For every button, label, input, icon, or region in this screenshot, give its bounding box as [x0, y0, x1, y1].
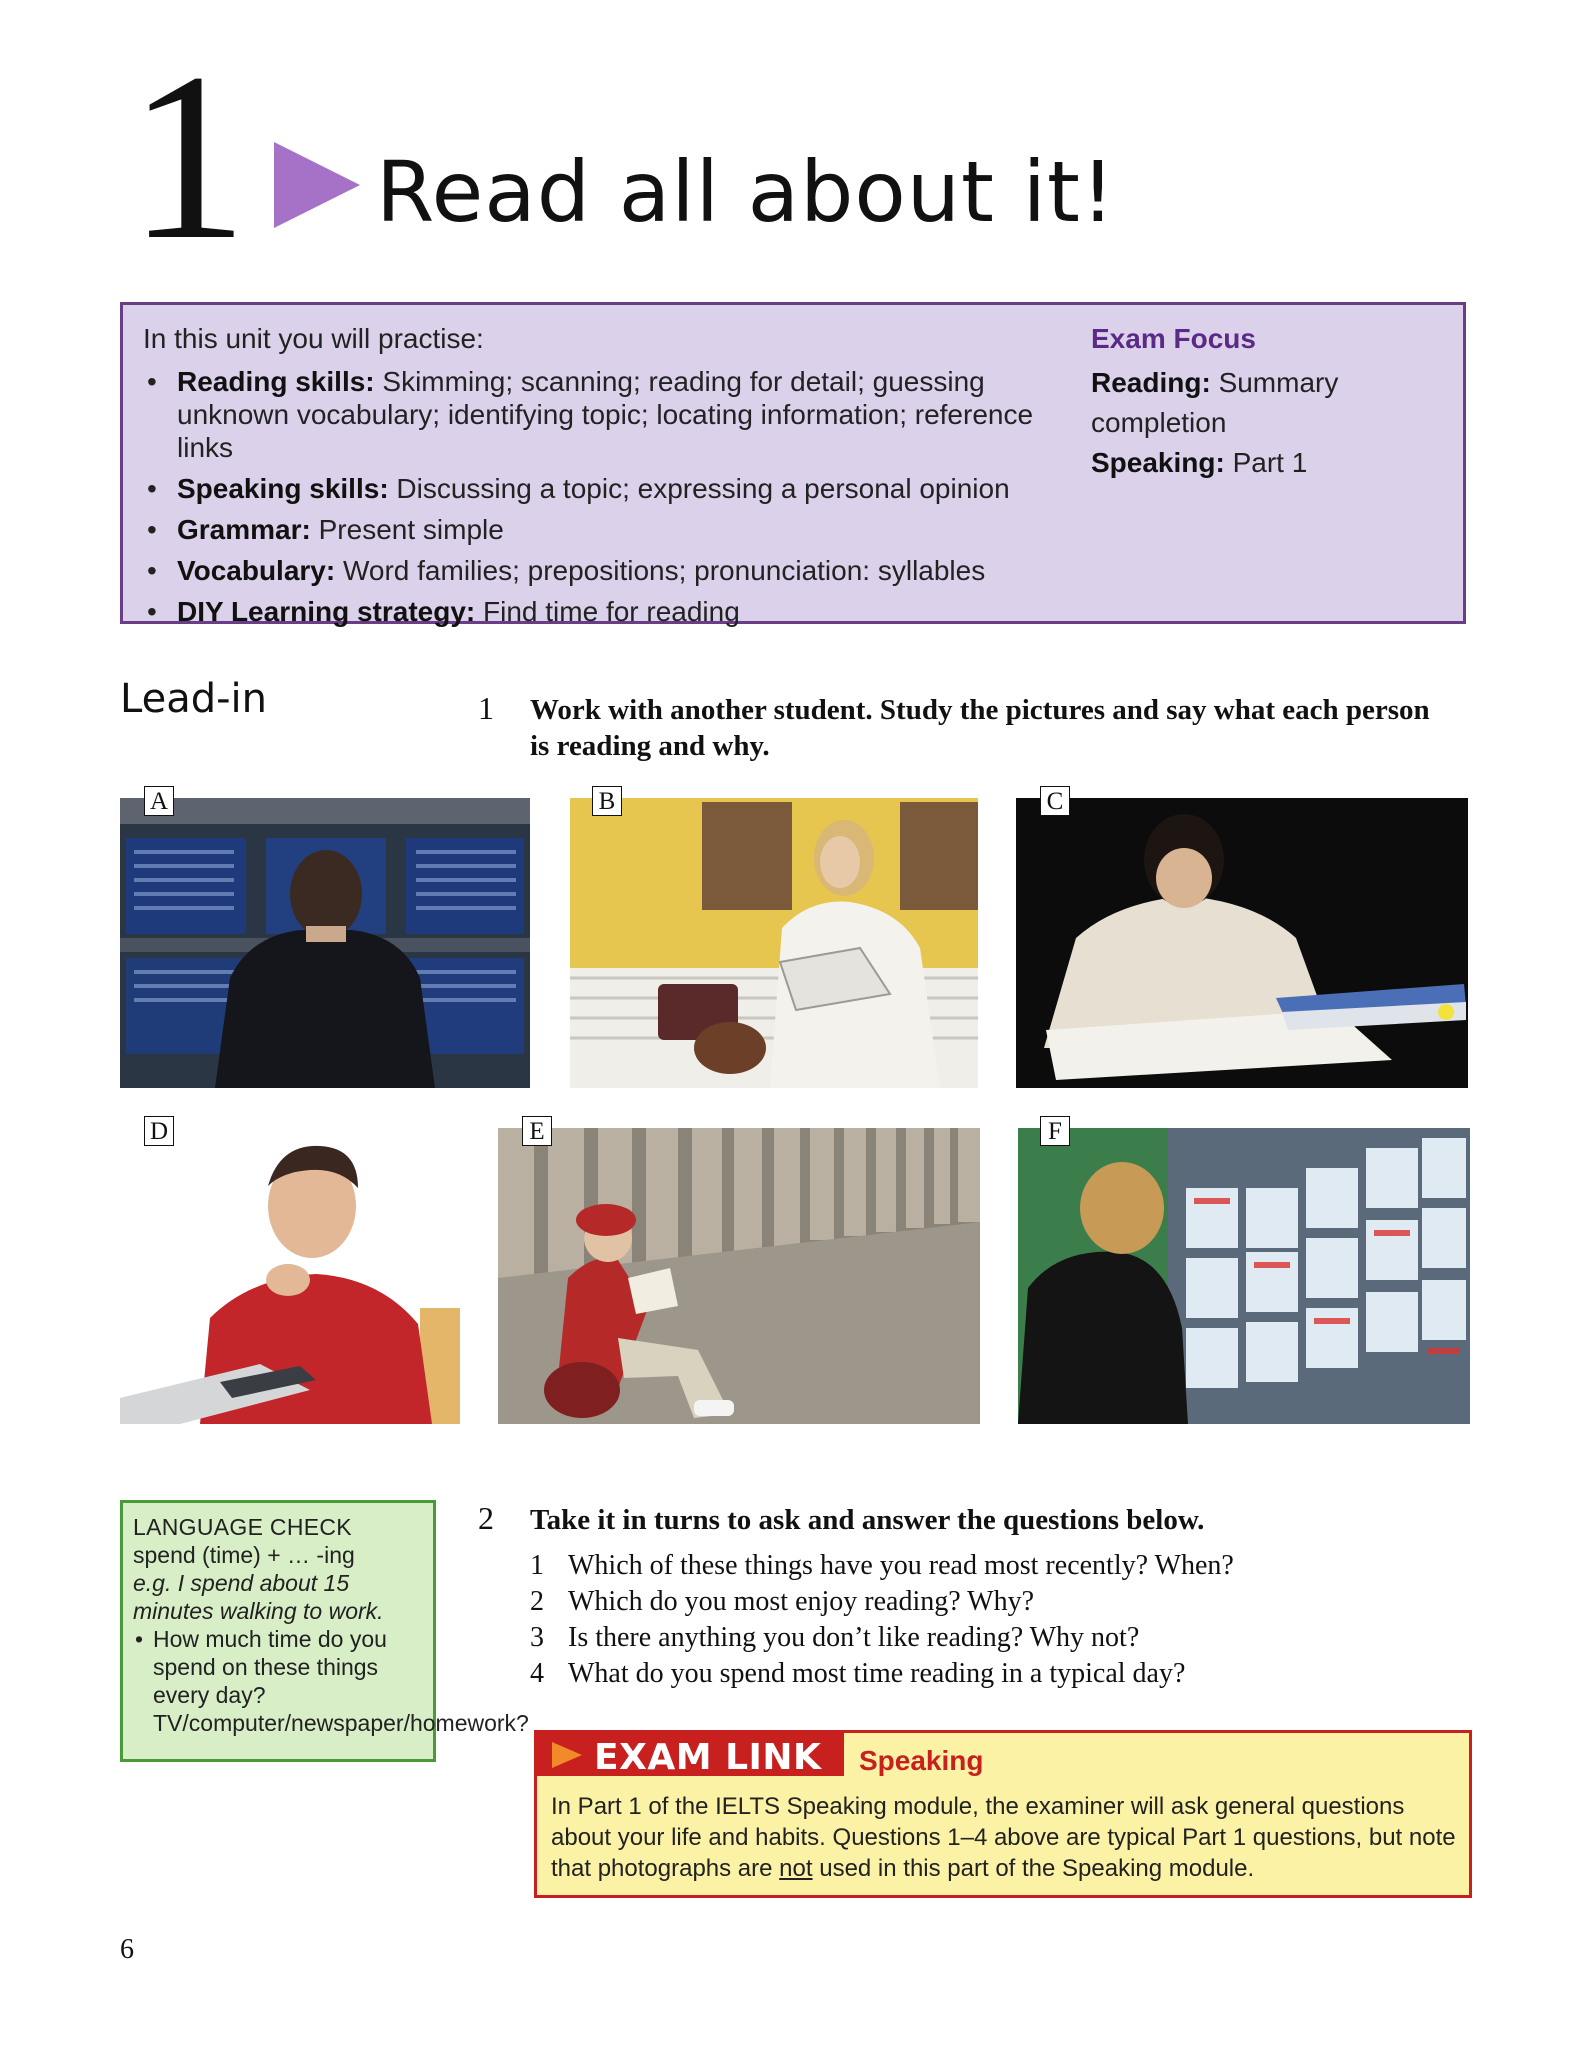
skill-text: Find time for reading — [483, 596, 740, 627]
play-arrow-icon — [552, 1742, 582, 1768]
unit-number: 1 — [128, 23, 248, 289]
photo-d — [120, 1128, 460, 1424]
photo-e — [498, 1128, 980, 1424]
photo-label: C — [1040, 786, 1070, 816]
unit-title: Read all about it! — [376, 143, 1116, 241]
question-1-text: Work with another student. Study the pictures and say what each person is reading and why. — [530, 694, 1430, 762]
question-number: 3 — [530, 1622, 544, 1653]
exam-focus-label: Reading: — [1091, 367, 1211, 398]
leadin-heading: Lead-in — [120, 676, 267, 722]
skill-text: Present simple — [318, 514, 504, 545]
play-arrow-icon — [272, 140, 362, 230]
exam-focus-speaking — [1091, 443, 1451, 483]
list-item — [530, 1620, 1430, 1656]
skill-label: Vocabulary: — [177, 555, 336, 586]
photo-label: B — [592, 786, 622, 816]
exam-focus-text: Part 1 — [1232, 447, 1308, 478]
exam-focus-label: Speaking: — [1091, 447, 1225, 478]
question-text: What do you spend most time reading in a typical day? — [568, 1658, 1186, 1689]
exam-focus-text: Summary completion — [1091, 367, 1339, 438]
photo-label: A — [144, 786, 174, 816]
skills-list — [147, 365, 1067, 636]
skill-text: Word families; prepositions; pronunciation: syllables — [342, 555, 986, 586]
page-number: 6 — [120, 1934, 134, 1965]
list-item — [530, 1548, 1430, 1584]
exam-link-tab — [534, 1730, 844, 1776]
exam-focus-reading — [1091, 363, 1451, 443]
photo-label: D — [144, 1116, 174, 1146]
question-list — [530, 1548, 1430, 1692]
question-number: 4 — [530, 1658, 544, 1689]
photo-label: E — [522, 1116, 552, 1146]
language-check-bullet: • How much time do you spend on these things every day? TV/computer/newspaper/homework? — [133, 1625, 423, 1737]
photo-f — [1018, 1128, 1470, 1424]
list-item — [530, 1656, 1430, 1692]
exam-link-text: used in this part of the Speaking module. — [812, 1855, 1255, 1882]
exam-link-title: EXAM LINK — [594, 1737, 822, 1778]
photo-a — [120, 798, 530, 1088]
photo-label: F — [1040, 1116, 1070, 1146]
exam-link-text: In Part 1 of the IELTS Speaking module, the examiner will ask general questions about your life and habits. Questions 1–4 above are typical Part 1 questions, but note that photographs are — [551, 1793, 1456, 1882]
skill-item: • Vocabulary: Word families; prepositions; pronunciation: syllables — [147, 555, 986, 586]
question-number: 2 — [530, 1586, 544, 1617]
language-check-list — [133, 1625, 529, 1737]
language-check-example: e.g. I spend about 15 minutes walking to work. — [133, 1570, 384, 1624]
unit-overview-box — [120, 302, 1466, 627]
question-number: 1 — [530, 1550, 544, 1581]
question-text: Is there anything you don’t like reading? Why not? — [568, 1622, 1140, 1653]
exam-link-body — [551, 1791, 1457, 1884]
skill-item: • DIY Learning strategy: Find time for reading — [147, 596, 740, 627]
skill-item: • Speaking skills: Discussing a topic; expressing a personal opinion — [147, 473, 1010, 504]
skill-text: Discussing a topic; expressing a personal opinion — [396, 473, 1010, 504]
language-check-box — [120, 1500, 529, 1762]
skill-item: • Grammar: Present simple — [147, 514, 504, 545]
question-1-number: 1 — [478, 690, 494, 726]
language-check-title: LANGUAGE CHECK — [133, 1514, 352, 1540]
skill-item: • Reading skills: Skimming; scanning; reading for detail; guessing unknown vocabulary; identifying topic; locating information; reference links — [147, 366, 1034, 463]
question-2-text: Take it in turns to ask and answer the questions below. — [530, 1504, 1205, 1536]
skill-label: Speaking skills: — [177, 473, 389, 504]
language-check-pattern: spend (time) + … -ing — [133, 1542, 355, 1568]
skill-text: Skimming; scanning; reading for detail; guessing unknown vocabulary; identifying topic; locating information; reference links — [177, 366, 1034, 463]
exam-link-box — [534, 1730, 1472, 1898]
exam-link-subtitle: Speaking — [859, 1745, 984, 1776]
question-2-number: 2 — [478, 1500, 494, 1536]
question-text: Which of these things have you read most recently? When? — [568, 1550, 1234, 1581]
skill-label: DIY Learning strategy: — [177, 596, 476, 627]
skill-label: Reading skills: — [177, 366, 375, 397]
photo-c — [1016, 798, 1468, 1088]
exam-focus — [1091, 323, 1451, 483]
exam-link-emphasis: not — [779, 1855, 813, 1882]
question-text: Which do you most enjoy reading? Why? — [568, 1586, 1035, 1617]
exam-focus-title: Exam Focus — [1091, 323, 1256, 354]
photo-b — [570, 798, 978, 1088]
list-item — [530, 1584, 1430, 1620]
skill-label: Grammar: — [177, 514, 311, 545]
overview-intro: In this unit you will practise: — [143, 323, 484, 354]
